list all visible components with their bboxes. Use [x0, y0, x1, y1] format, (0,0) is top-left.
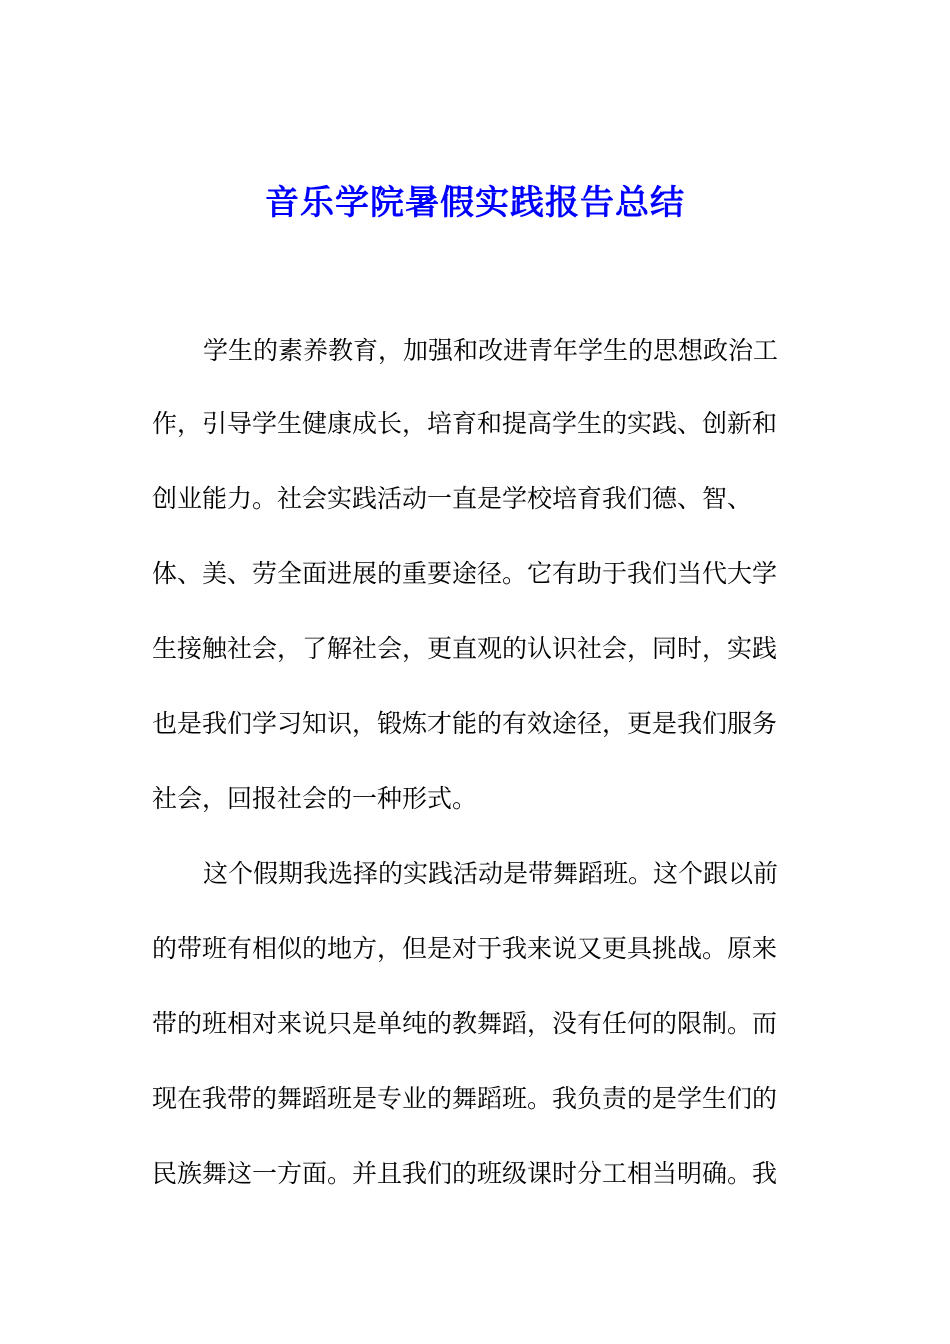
paragraph-line: 作，引导学生健康成长，培育和提高学生的实践、创新和: [152, 409, 778, 438]
paragraph-line: 这个假期我选择的实践活动是带舞蹈班。这个跟以前: [203, 859, 779, 888]
paragraph-line: 现在我带的舞蹈班是专业的舞蹈班。我负责的是学生们的: [152, 1084, 778, 1113]
paragraph-line: 带的班相对来说只是单纯的教舞蹈，没有任何的限制。而: [152, 1009, 778, 1038]
paragraph-line: 社会，回报社会的一种形式。: [152, 784, 478, 813]
paragraph-line: 也是我们学习知识，锻炼才能的有效途径，更是我们服务: [152, 709, 778, 738]
paragraph-line: 体、美、劳全面进展的重要途径。它有助于我们当代大学: [152, 559, 778, 588]
paragraph-line: 创业能力。社会实践活动一直是学校培育我们德、智、: [152, 484, 753, 513]
paragraph-line: 民族舞这一方面。并且我们的班级课时分工相当明确。我: [152, 1159, 778, 1188]
paragraph-line: 的带班有相似的地方，但是对于我来说又更具挑战。原来: [152, 934, 778, 963]
document-title: 音乐学院暑假实践报告总结: [265, 183, 685, 223]
paragraph-line: 生接触社会，了解社会，更直观的认识社会，同时，实践: [152, 634, 778, 663]
paragraph-line: 学生的素养教育，加强和改进青年学生的思想政治工: [203, 336, 779, 365]
